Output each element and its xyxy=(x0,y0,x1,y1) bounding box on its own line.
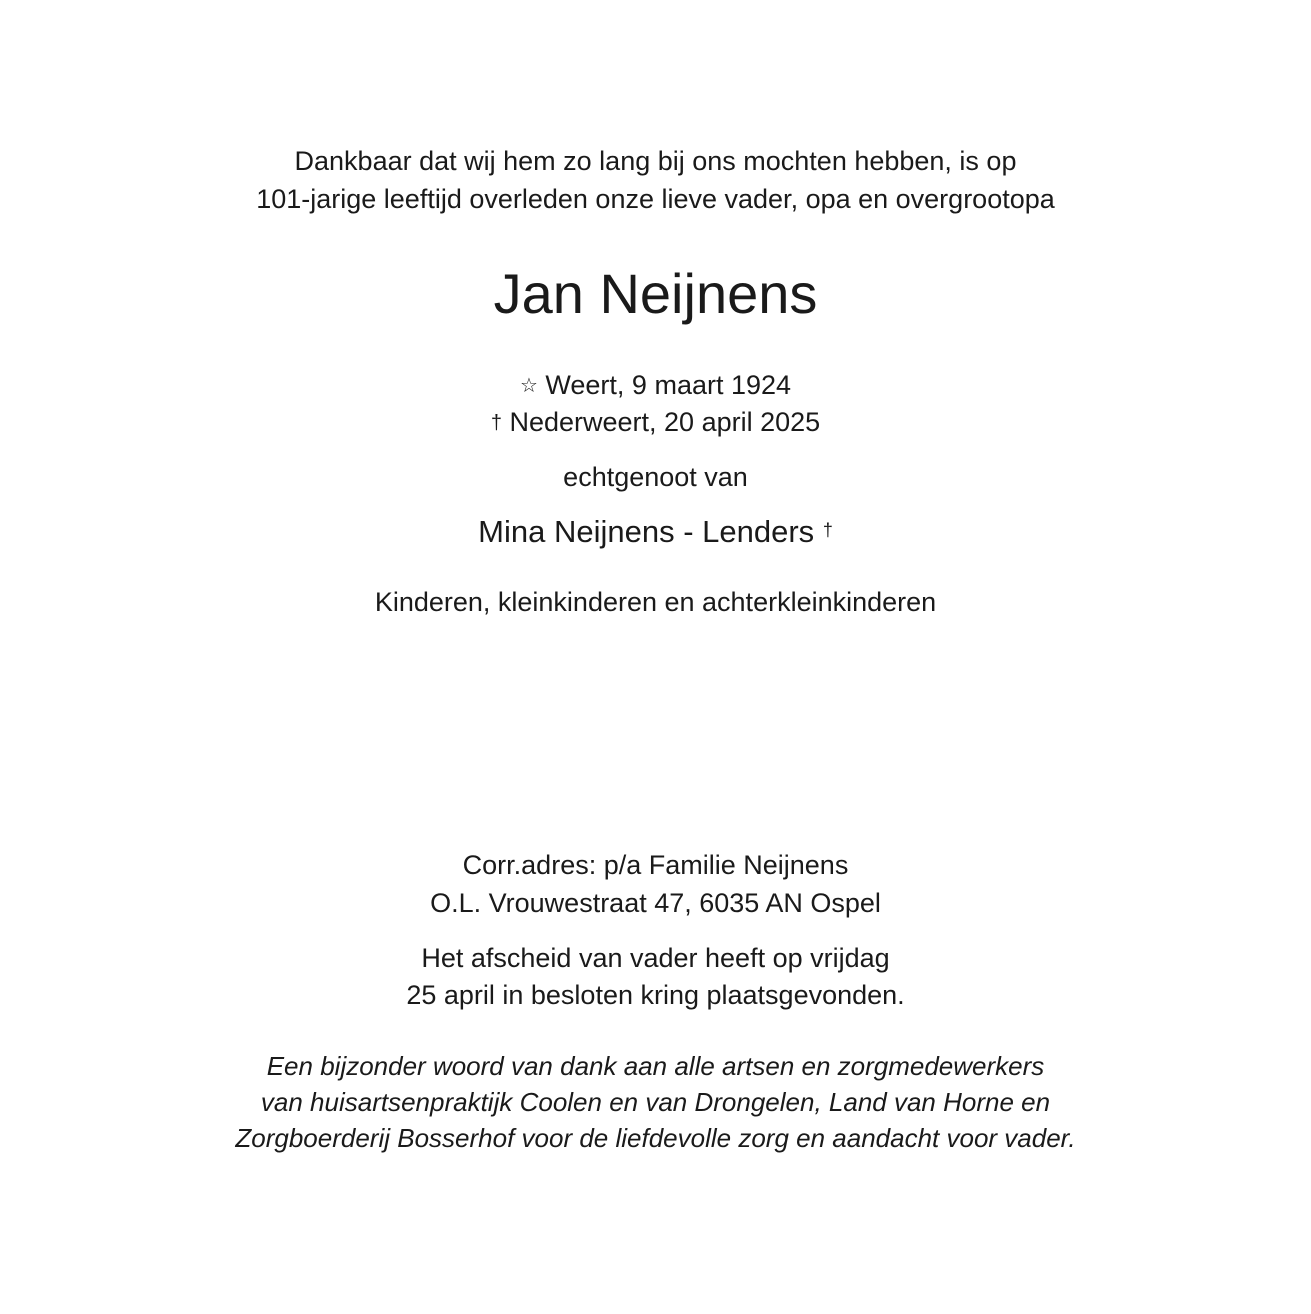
thanks-line-2: van huisartsenpraktijk Coolen en van Drongelen, Land van Horne en xyxy=(260,1087,1051,1117)
thanks-line-1: Een bijzonder woord van dank aan alle artsen en zorgmedewerkers xyxy=(266,1051,1045,1081)
spouse-name: Mina Neijnens - Lenders xyxy=(478,514,815,549)
cross-icon: † xyxy=(490,412,502,434)
spouse-line xyxy=(0,510,1311,552)
star-icon: ☆ xyxy=(519,375,538,397)
cross-icon: † xyxy=(822,520,833,540)
address-line-1: Corr.adres: p/a Familie Neijnens xyxy=(462,850,849,880)
birth-line xyxy=(0,367,1311,405)
thanks-line-3: Zorgboerderij Bosserhof voor de liefdevolle zorg en aandacht voor vader. xyxy=(235,1123,1076,1153)
death-line xyxy=(0,404,1311,442)
farewell-line-2: 25 april in besloten kring plaatsgevonden. xyxy=(406,980,905,1010)
spouse-label: echtgenoot van xyxy=(563,462,748,492)
intro-line-2: 101-jarige leeftijd overleden onze lieve vader, opa en overgrootopa xyxy=(256,184,1055,214)
deceased-name: Jan Neijnens xyxy=(493,262,818,325)
address-line-2: O.L. Vrouwestraat 47, 6035 AN Ospel xyxy=(430,888,881,918)
family-line: Kinderen, kleinkinderen en achterkleinkinderen xyxy=(374,587,937,617)
birth-text: Weert, 9 maart 1924 xyxy=(545,370,792,400)
farewell-line-1: Het afscheid van vader heeft op vrijdag xyxy=(421,943,890,973)
intro-line-1: Dankbaar dat wij hem zo lang bij ons mochten hebben, is op xyxy=(294,146,1017,176)
death-text: Nederweert, 20 april 2025 xyxy=(509,407,821,437)
